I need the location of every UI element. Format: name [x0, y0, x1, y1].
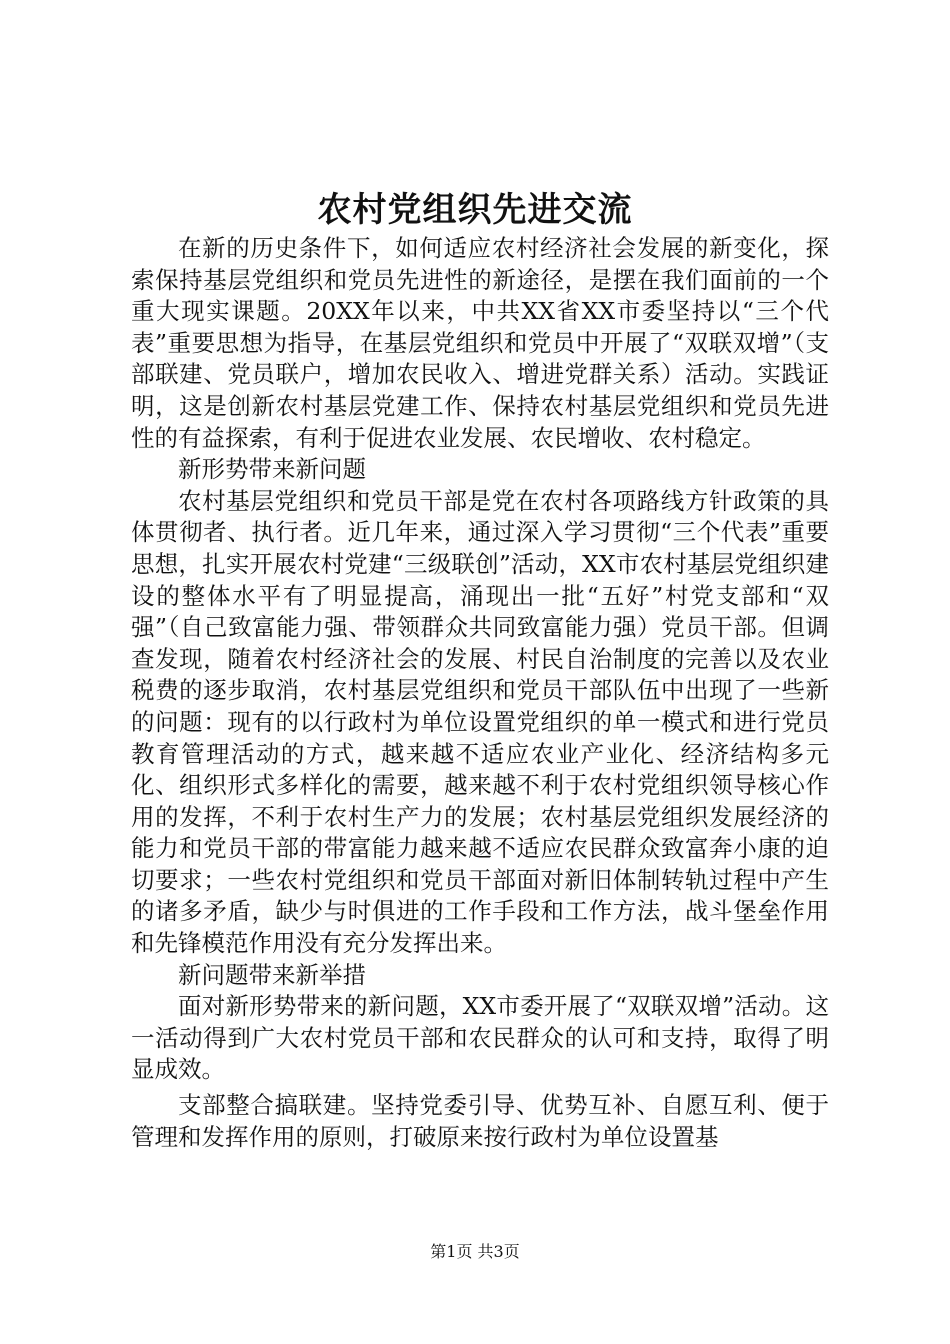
section-heading-new-situation: 新形势带来新问题 [178, 455, 366, 484]
paragraph-intro: 在新的历史条件下，如何适应农村经济社会发展的新变化，探索保持基层党组织和党员先进性的新途径，是摆在我们面前的一个重大现实课题。20XX年以来，中共XX省XX市委坚持以“三个代表”重要思想为指导，在基层党组织和党员中开展了“双联双增”（支部联建、党员联户，增加农民收入、增进党群关系）活动。实践证明，这是创新农村基层党建工作、保持农村基层党组织和党员先进性的有益探索，有利于促进农业发展、农民增收、农村稳定。 [131, 234, 829, 452]
section-heading-new-measures: 新问题带来新举措 [178, 960, 366, 989]
paragraph-branch-integration: 支部整合搞联建。坚持党委引导、优势互补、自愿互利、便于管理和发挥作用的原则，打破原来按行政村为单位设置基 [131, 1091, 829, 1151]
page-footer: 第1页 共3页 [430, 1242, 520, 1261]
paragraph-measures: 面对新形势带来的新问题，XX市委开展了“双联双增”活动。这一活动得到广大农村党员干部和农民群众的认可和支持，取得了明显成效。 [131, 992, 829, 1084]
paragraph-problems: 农村基层党组织和党员干部是党在农村各项路线方针政策的具体贯彻者、执行者。近几年来，通过深入学习贯彻“三个代表”重要思想，扎实开展农村党建“三级联创”活动，XX市农村基层党组织建设的整体水平有了明显提高，涌现出一批“五好”村党支部和“双强”（自己致富能力强、带领群众共同致富能力强）党员干部。但调查发现，随着农村经济社会的发展、村民自治制度的完善以及农业税费的逐步取消，农村基层党组织和党员干部队伍中出现了一些新的问题：现有的以行政村为单位设置党组织的单一模式和进行党员教育管理活动的方式，越来越不适应农业产业化、经济结构多元化、组织形式多样化的需要，越来越不利于农村党组织领导核心作用的发挥，不利于农村生产力的发展；农村基层党组织发展经济的能力和党员干部的带富能力越来越不适应农民群众致富奔小康的迫切要求；一些农村党组织和党员干部面对新旧体制转轨过程中产生的诸多矛盾，缺少与时俱进的工作手段和工作方法，战斗堡垒作用和先锋模范作用没有充分发挥出来。 [131, 486, 829, 958]
document-body [131, 233, 829, 1153]
document-title: 农村党组织先进交流 [317, 190, 633, 230]
